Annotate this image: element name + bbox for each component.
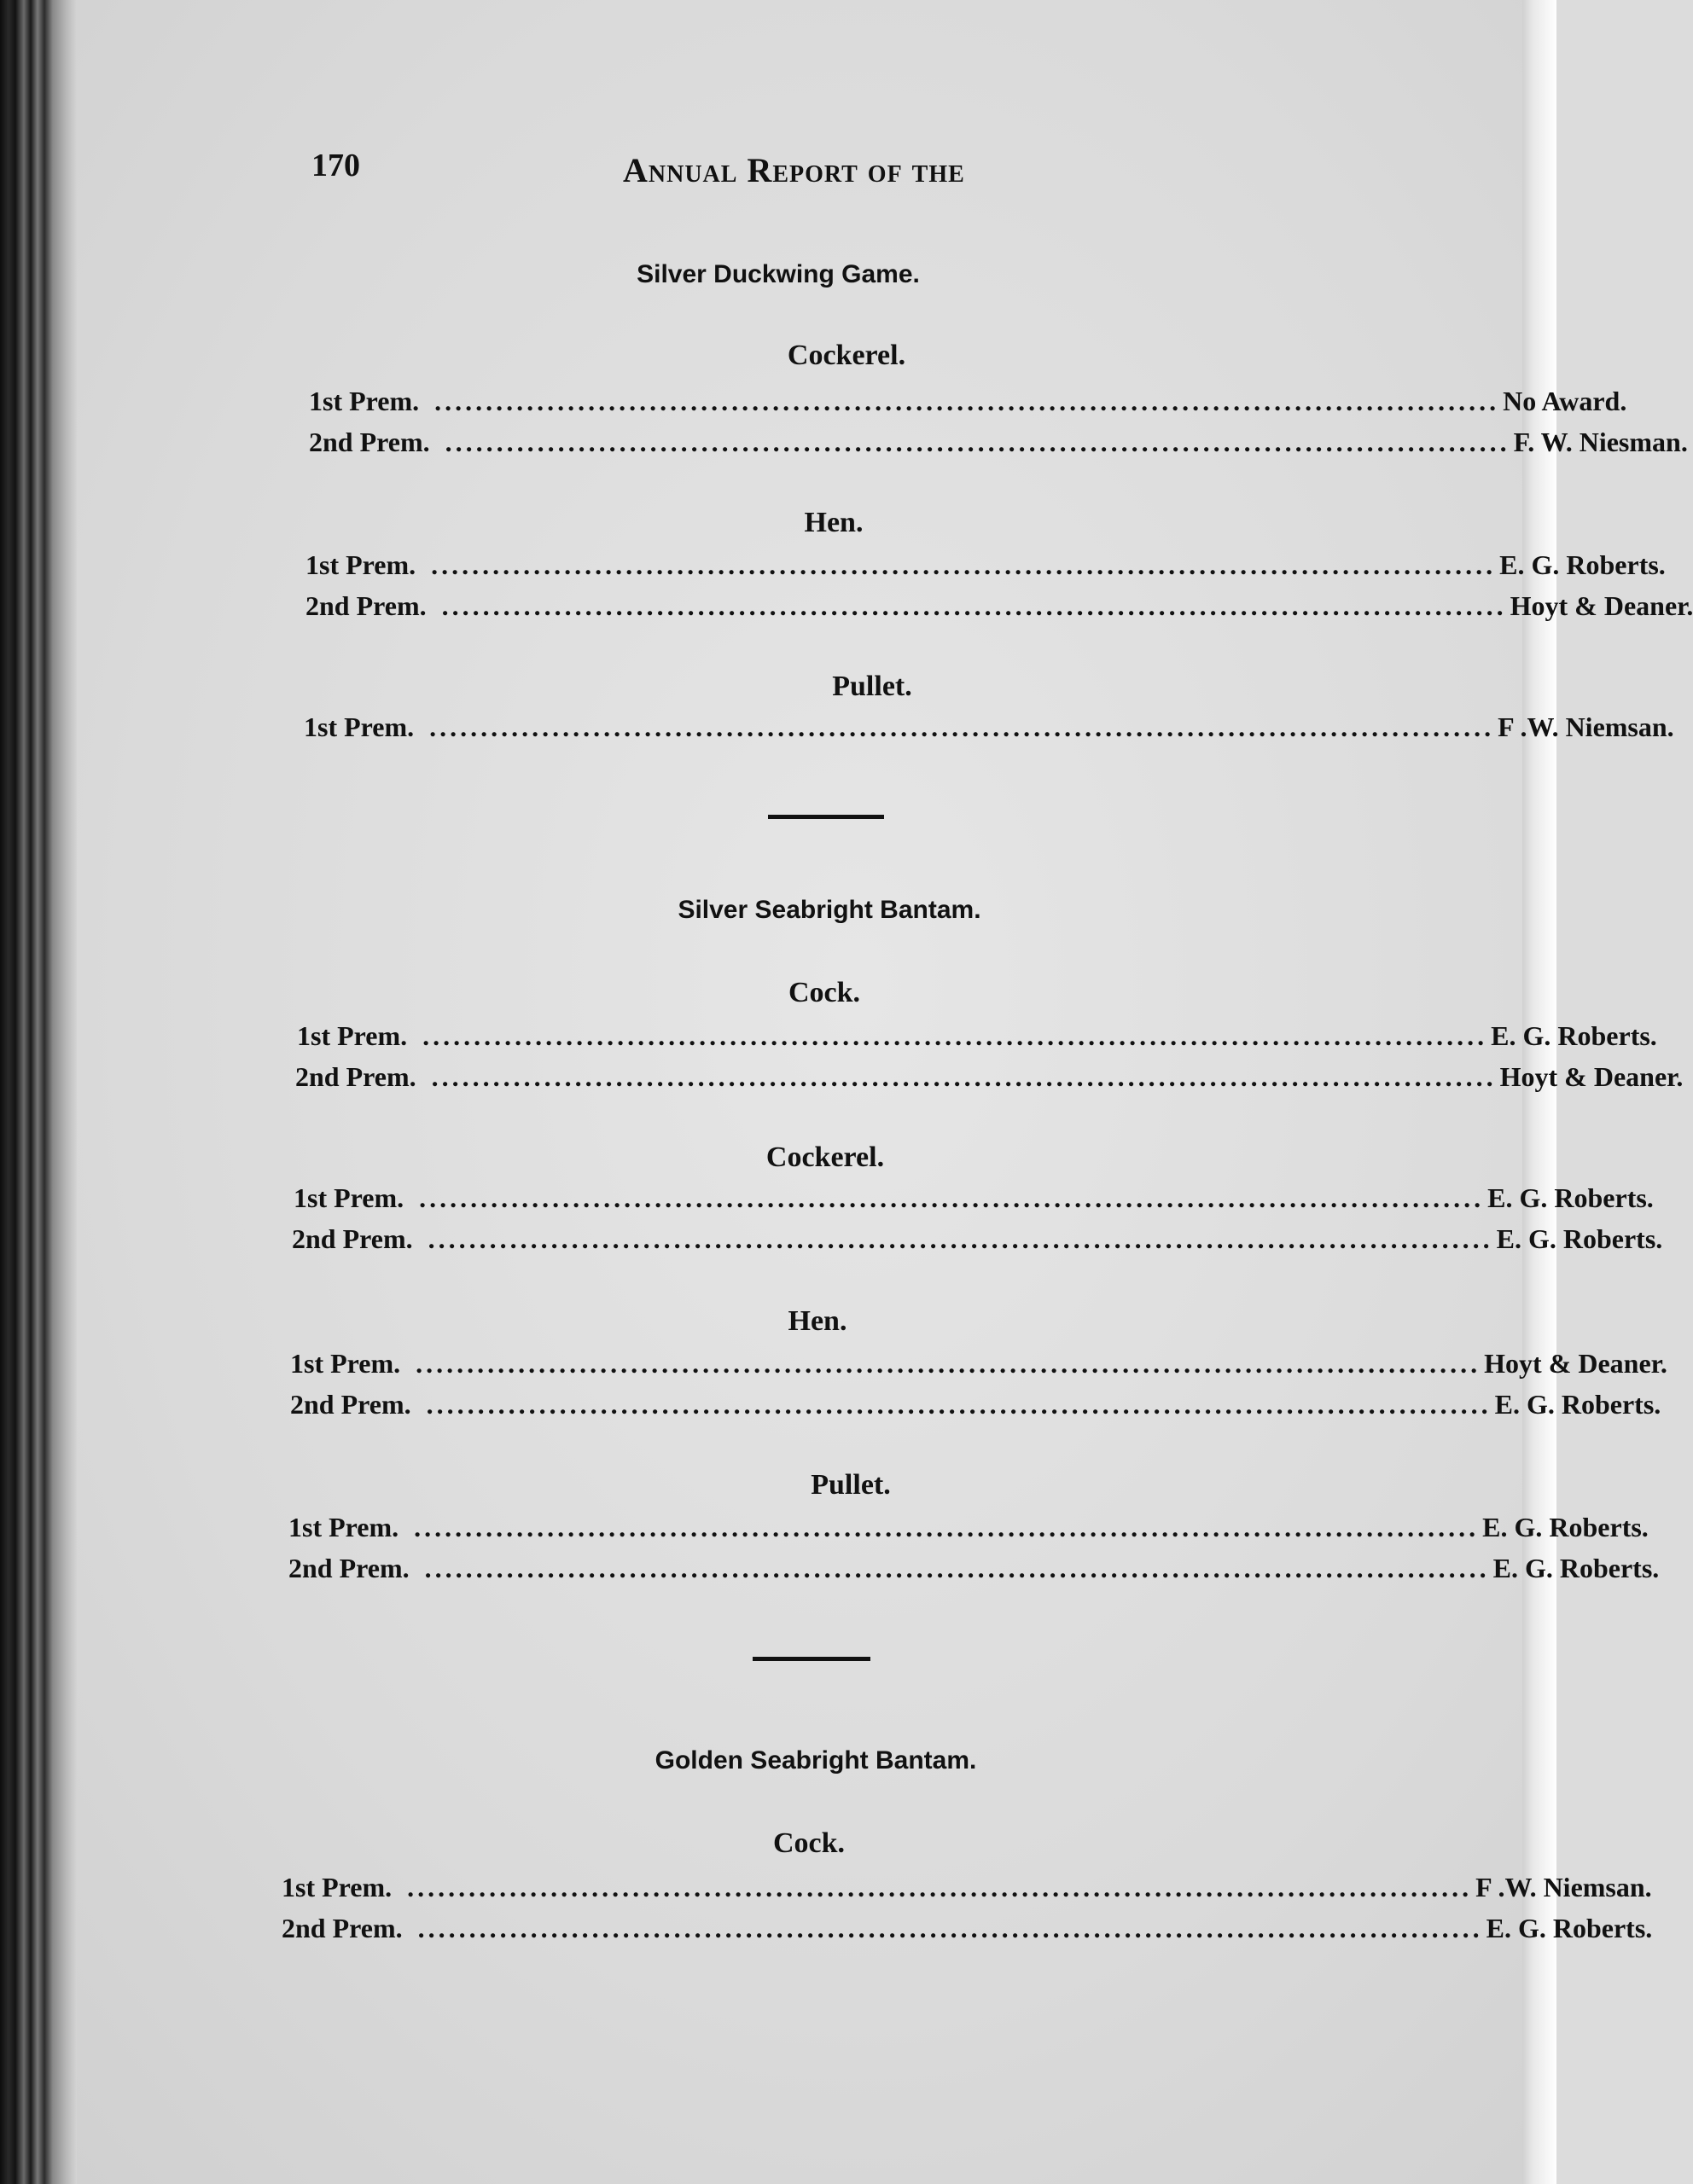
winner-name: Hoyt & Deaner. <box>1499 1061 1684 1092</box>
award-entry <box>309 386 1627 420</box>
dot-leader: ........................................................................................................ <box>429 712 1495 742</box>
premium-place: 1st Prem. <box>309 386 420 416</box>
award-entry <box>290 1348 1667 1382</box>
premium-place: 2nd Prem. <box>290 1389 411 1420</box>
premium-place: 2nd Prem. <box>292 1223 413 1254</box>
dot-leader: ........................................................................................................ <box>431 549 1497 580</box>
award-entry <box>295 1061 1684 1095</box>
class-title: Cock. <box>772 1827 846 1859</box>
winner-name: F .W. Niemsan. <box>1498 712 1674 742</box>
winner-name: F .W. Niemsan. <box>1475 1872 1652 1902</box>
section-divider <box>768 815 884 819</box>
running-header <box>0 147 1556 198</box>
premium-place: 1st Prem. <box>288 1512 399 1542</box>
dot-leader: ........................................................................................................ <box>416 1348 1481 1379</box>
winner-name: E. G. Roberts. <box>1491 1020 1657 1051</box>
premium-place: 1st Prem. <box>297 1020 408 1051</box>
winner-name: No Award. <box>1503 386 1627 416</box>
premium-place: 1st Prem. <box>304 712 415 742</box>
dot-leader: ........................................................................................................ <box>407 1872 1473 1902</box>
premium-place: 1st Prem. <box>290 1348 401 1379</box>
winner-name: E. G. Roberts. <box>1486 1913 1653 1943</box>
dot-leader: ........................................................................................................ <box>428 1223 1493 1254</box>
section-title: Golden Seabright Bantam. <box>655 1746 977 1774</box>
winner-name: Hoyt & Deaner. <box>1510 590 1693 621</box>
award-entry <box>305 549 1666 584</box>
dot-leader: ........................................................................................................ <box>426 1389 1492 1420</box>
section-title: Silver Duckwing Game. <box>637 260 920 288</box>
dot-leader: ........................................................................................................ <box>414 1512 1480 1542</box>
premium-place: 2nd Prem. <box>282 1913 403 1943</box>
class-title: Cock. <box>788 977 861 1008</box>
winner-name: E. G. Roberts. <box>1487 1182 1654 1213</box>
winner-name: E. G. Roberts. <box>1482 1512 1649 1542</box>
section-divider <box>753 1657 870 1661</box>
dot-leader: ........................................................................................................ <box>431 1061 1497 1092</box>
award-entry <box>292 1223 1663 1258</box>
dot-leader: ........................................................................................................ <box>445 427 1510 457</box>
premium-place: 1st Prem. <box>305 549 416 580</box>
winner-name: Hoyt & Deaner. <box>1484 1348 1667 1379</box>
dot-leader: ........................................................................................................ <box>417 1913 1483 1943</box>
winner-name: E. G. Roberts. <box>1492 1553 1660 1583</box>
class-title: Pullet. <box>811 1469 891 1501</box>
award-entry <box>309 427 1688 461</box>
class-title: Hen. <box>804 507 864 538</box>
award-entry <box>282 1913 1653 1947</box>
award-entry <box>294 1182 1654 1217</box>
award-entry <box>282 1872 1652 1906</box>
winner-name: E. G. Roberts. <box>1499 549 1666 580</box>
award-entry <box>288 1553 1660 1587</box>
premium-place: 1st Prem. <box>294 1182 404 1213</box>
page-number: 170 <box>311 148 360 183</box>
award-entry <box>305 590 1693 624</box>
award-entry <box>304 712 1674 746</box>
winner-name: E. G. Roberts. <box>1496 1223 1663 1254</box>
award-entry <box>288 1512 1649 1546</box>
class-title: Hen. <box>788 1305 847 1337</box>
dot-leader: ........................................................................................................ <box>422 1020 1488 1051</box>
class-title: Pullet. <box>832 671 912 702</box>
winner-name: E. G. Roberts. <box>1494 1389 1661 1420</box>
class-title: Cockerel. <box>787 340 906 371</box>
section-title: Silver Seabright Bantam. <box>678 896 981 924</box>
award-entry <box>297 1020 1657 1054</box>
dot-leader: ........................................................................................................ <box>441 590 1507 621</box>
dot-leader: ........................................................................................................ <box>419 1182 1485 1213</box>
running-title: Annual Report of the <box>623 151 965 189</box>
premium-place: 2nd Prem. <box>305 590 427 621</box>
premium-place: 2nd Prem. <box>288 1553 410 1583</box>
premium-place: 1st Prem. <box>282 1872 393 1902</box>
dot-leader: ........................................................................................................ <box>434 386 1500 416</box>
dot-leader: ........................................................................................................ <box>424 1553 1490 1583</box>
premium-place: 2nd Prem. <box>309 427 430 457</box>
award-entry <box>290 1389 1661 1423</box>
premium-place: 2nd Prem. <box>295 1061 416 1092</box>
class-title: Cockerel. <box>765 1141 885 1173</box>
winner-name: F. W. Niesman. <box>1513 427 1688 457</box>
